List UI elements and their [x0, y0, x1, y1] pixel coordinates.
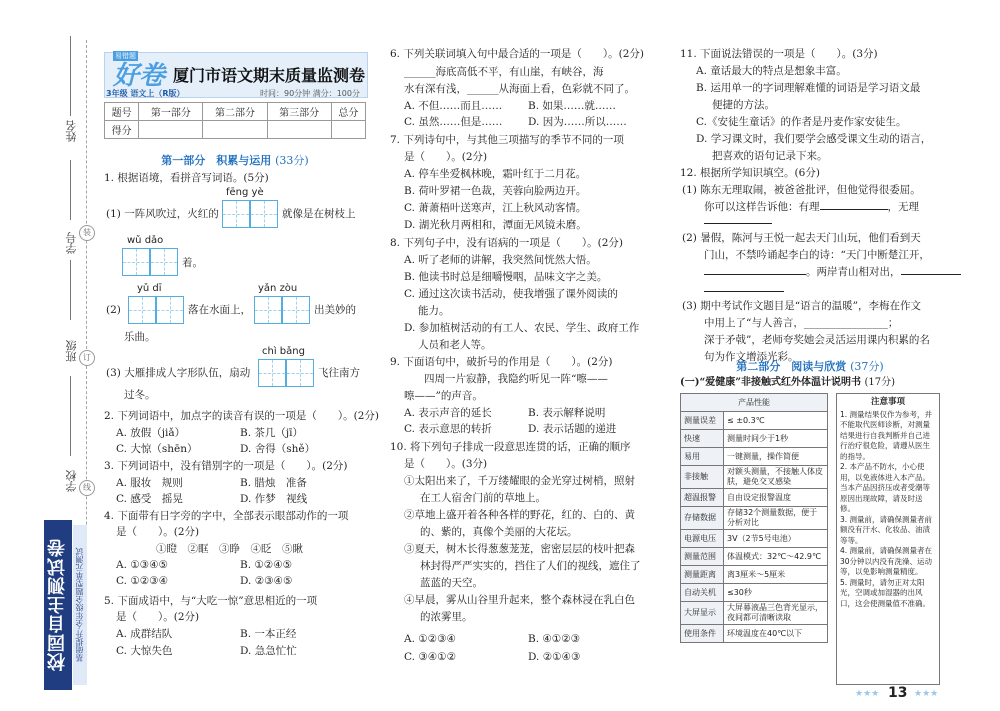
tianzi-box[interactable]	[128, 296, 156, 324]
page-stars-left: ★★★	[855, 689, 880, 699]
score-cell[interactable]	[331, 121, 365, 139]
answer-blank-row	[704, 282, 784, 296]
q1-pinyin: yǎn zòu	[258, 283, 298, 294]
q12-p1-prefix: 你可以这样告诉他：有理	[704, 201, 820, 213]
tianzi-box[interactable]	[122, 248, 150, 276]
name-line	[70, 36, 71, 116]
score-row-label: 得分	[105, 121, 139, 139]
score-header-cell: 第二部分	[203, 103, 267, 121]
id-line	[70, 260, 71, 320]
q8-stem: 8. 下列句子中，没有语病的一项是（ ）。(2分)	[390, 237, 623, 249]
product-row	[681, 566, 828, 584]
page-stars-right: ★★★	[914, 689, 939, 699]
q9-line1: 四周一片寂静，我隐约听见一阵“嚓——	[424, 373, 608, 385]
q2-option-b[interactable]: B. 茶几（jī）	[240, 427, 304, 439]
q1-pinyin: yǔ dī	[137, 283, 162, 294]
product-row	[681, 489, 828, 507]
q7-stem-cont: 是（ ）。(2分)	[404, 151, 488, 163]
q6-option-a[interactable]: A. 不但……而且……	[404, 100, 503, 112]
q1-stem: 1. 根据语境，看拼音写词语。(5分)	[104, 172, 269, 184]
notes-title: 注意事项	[870, 397, 905, 407]
part2-heading	[680, 358, 940, 374]
answer-blank[interactable]	[704, 291, 784, 292]
product-row-value: 大屏幕液晶三色背光显示，夜间都可清晰读取	[724, 602, 828, 625]
q7-option-b[interactable]: B. 荷叶罗裙一色裁，芙蓉向脸两边开。	[404, 185, 587, 197]
q4-characters: ①瞪 ②眶 ③睁 ④眨 ⑤瞅	[156, 543, 303, 555]
q1-s1-pre: (1) 一阵风吹过，火红的	[106, 208, 219, 220]
brand-banner: 校园自主测试卷	[44, 520, 72, 690]
score-table	[104, 102, 366, 139]
score-cell[interactable]	[203, 121, 267, 139]
note-item: 1. 测量结果仅作为参考，并不能取代医师诊断，对测量结果进行自我判断并自己进行治疗很危险，请遵从医生的指导。	[840, 409, 933, 461]
product-row-key: 测量范围	[681, 548, 724, 566]
q6-option-d[interactable]: D. 因为……所以……	[528, 116, 627, 128]
product-row-key: 快速	[681, 430, 724, 448]
q1-s2-end: 乐曲。	[124, 331, 156, 343]
q3-option-d[interactable]: D. 作梦 视线	[240, 493, 308, 505]
score-header-cell: 第三部分	[267, 103, 331, 121]
q4-option-c[interactable]: C. ①②③④	[116, 575, 168, 587]
binding-circle: 线	[79, 480, 95, 496]
answer-blank-row	[704, 214, 772, 228]
q9-option-a[interactable]: A. 表示声音的延长	[404, 407, 492, 419]
score-header-cell: 总分	[331, 103, 365, 121]
q1-s3-end: 过冬。	[124, 389, 156, 401]
q3-option-b[interactable]: B. 腊烛 准备	[240, 477, 307, 489]
q12-stem: 12. 根据所学知识填空。(6分)	[680, 167, 820, 179]
score-header-cell: 第一部分	[139, 103, 203, 121]
tianzi-box[interactable]	[258, 359, 286, 387]
product-row	[681, 548, 828, 566]
q4-stem-cont: 是（ ）。(2分)	[116, 526, 200, 538]
q5-option-c[interactable]: C. 大惊失色	[116, 645, 173, 657]
tianzi-box[interactable]	[254, 296, 282, 324]
q1-s1b-post: 着。	[182, 257, 203, 269]
brand-logo: 好卷	[113, 61, 166, 91]
logo-badge: 易错题	[115, 52, 136, 60]
q6-line2: 水有深有浅，______从海面上看，色彩就不同了。	[404, 83, 635, 95]
score-cell[interactable]	[267, 121, 331, 139]
page-number: 13	[888, 685, 908, 701]
q12-p3: (3) 期中考试作文题目是“语言的温暖”，李梅在作文	[682, 300, 921, 312]
q8-option-a[interactable]: A. 听了老师的讲解，我突然间恍然大悟。	[404, 254, 597, 266]
q10-sentence-3-cont2: 蓝蓝的天空。	[420, 577, 483, 589]
product-row-value: ≤30秒	[724, 584, 828, 602]
q5-option-b[interactable]: B. 一本正经	[240, 628, 297, 640]
q6-line1: ______海底高低不平，有山崖，有峡谷，海	[404, 66, 604, 78]
class-line	[70, 376, 71, 456]
product-row-key: 使用条件	[681, 625, 724, 643]
tianzi-box[interactable]	[150, 248, 178, 276]
product-row-key: 易用	[681, 448, 724, 466]
name-line-lower	[70, 160, 71, 220]
q10-sentence-3: ③夏天，树木长得葱葱茏茏，密密层层的枝叶把森	[404, 543, 635, 555]
q1-s2-post: 出美妙的	[314, 304, 356, 316]
product-row-key: 电源电压	[681, 530, 724, 548]
q1-s3-post: 飞往南方	[318, 367, 360, 379]
q2-option-d[interactable]: D. 舍得（shě）	[240, 443, 316, 455]
school-label: 学校	[65, 470, 78, 492]
q10-option-b[interactable]: B. ④①②③	[528, 633, 581, 645]
q11-option-b[interactable]: B. 运用单一的字词理解难懂的词语是学习语文最	[696, 82, 921, 94]
q4-option-d[interactable]: D. ②③④⑤	[240, 575, 293, 587]
exam-title: 厦门市语文期末质量监测卷	[173, 66, 366, 85]
note-item: 5. 测量时，请勿正对太阳光，空调或加湿器的出风口，这会使测量值不准确。	[840, 577, 930, 608]
q11-option-c[interactable]: C.《安徒生童话》的作者是丹麦作家安徒生。	[696, 116, 907, 128]
note-item: 4. 测量前，请确保测量者在30分钟以内没有洗澡、运动等，以免影响测量精度。	[840, 546, 933, 576]
answer-blank[interactable]	[901, 274, 961, 275]
part1-score: (33分)	[275, 154, 309, 167]
reading1-score: (17分)	[864, 377, 895, 388]
product-row	[681, 466, 828, 489]
q4-option-a[interactable]: A. ①③④⑤	[116, 559, 168, 571]
q3-option-c[interactable]: C. 感受 摇晃	[116, 493, 183, 505]
q12-p1: (1) 陈东无理取闹，被爸爸批评，但他觉得很委屈。	[682, 184, 921, 196]
q7-stem: 7. 下列诗句中，与其他三项描写的季节不同的一项	[390, 134, 624, 146]
product-row-value: 存储32个测量数据，便于分析对比	[724, 507, 828, 530]
q4-stem: 4. 下面带有日字旁的字中，全部表示眼部动作的一项	[104, 510, 349, 522]
note-item: 2. 本产品不防水，小心使用，以免液体进入本产品。当本产品因挤压或者受潮等原因出现故障，请及时送修。	[840, 462, 930, 513]
q10-sentence-4-cont: 的浓雾里。	[420, 611, 473, 623]
q5-stem: 5. 下面成语中，与“大吃一惊”意思相近的一项	[104, 595, 318, 607]
product-row-key: 测量误差	[681, 412, 724, 430]
q12-p2-line3	[704, 265, 961, 279]
q10-sentence-2: ②草地上盛开着各种各样的野花，红的、白的、黄	[404, 509, 635, 521]
q12-p3-line3: 深于矛戟”，老师夸奖她会灵活运用课内积累的名	[704, 334, 930, 346]
binding-circle: 订	[79, 350, 95, 366]
q10-sentence-3-cont: 林封得严严实实的，挡住了人们的视线，遮住了	[420, 560, 641, 572]
part2-title: 第二部分 阅读与欣赏	[736, 360, 847, 373]
q8-option-c[interactable]: C. 通过这次读书活动，使我增强了课外阅读的	[404, 288, 618, 300]
q10-stem: 10. 将下列句子排成一段意思连贯的话，正确的顺序	[390, 441, 631, 453]
reading1-title: (一)“爱健康”非接触式红外体温计说明书	[680, 377, 861, 388]
q9-line2: 嚓——”的声音。	[404, 390, 483, 402]
tianzi-box[interactable]	[282, 296, 310, 324]
q1-pinyin: chì bǎng	[262, 346, 305, 357]
product-row-value: 环境温度在40℃以下	[724, 625, 828, 643]
q5-stem-cont: 是（ ）。(2分)	[116, 611, 200, 623]
q2-stem: 2. 下列词语中，加点字的读音有误的一项是（ ）。(2分)	[104, 410, 379, 422]
answer-blank[interactable]	[704, 223, 772, 224]
notes-box	[836, 393, 940, 685]
q5-option-a[interactable]: A. 成群结队	[116, 628, 173, 640]
q7-option-d[interactable]: D. 湖光秋月两相和，潭面无风镜未磨。	[404, 219, 587, 231]
q10-sentence-1-cont: 在工人宿舍门前的草地上。	[420, 492, 546, 504]
product-row	[681, 530, 828, 548]
score-header-cell: 题号	[105, 103, 139, 121]
class-label: 班级	[65, 340, 78, 362]
product-row	[681, 625, 828, 643]
q2-option-a[interactable]: A. 放假（jiǎ）	[116, 427, 186, 439]
q8-option-d[interactable]: D. 参加植树活动的有工人、农民、学生、政府工作	[404, 322, 640, 334]
part1-title: 第一部分 积累与运用	[161, 154, 272, 167]
q6-option-c[interactable]: C. 虽然……但是……	[404, 116, 503, 128]
timing-label: 时间：90分钟 满分：100分	[260, 89, 360, 98]
product-row-key: 非接触	[681, 466, 724, 489]
product-row-key: 超温报警	[681, 489, 724, 507]
q10-sentence-2-cont: 的、紫的，真像个美丽的大花坛。	[420, 526, 578, 538]
product-row-value: 一键测量，操作简便	[724, 448, 828, 466]
q11-option-b-cont: 便捷的方法。	[712, 99, 775, 111]
product-row-value: 体温模式：32℃～42.9℃	[724, 548, 828, 566]
product-row	[681, 448, 828, 466]
product-row-key: 测量距离	[681, 566, 724, 584]
product-row-value: 3V（2节5号电池）	[724, 530, 828, 548]
product-row-value: 测量时间少于1秒	[724, 430, 828, 448]
q1-s2-mid: 落在水面上，	[188, 304, 251, 316]
binding-strip	[0, 0, 96, 711]
q8-option-c-cont: 能力。	[418, 305, 450, 317]
product-row	[681, 430, 828, 448]
tianzi-box[interactable]	[222, 200, 250, 228]
q6-option-b[interactable]: B. 如果……就……	[528, 100, 616, 112]
q9-option-d[interactable]: D. 表示话题的递进	[528, 423, 617, 435]
tianzi-box[interactable]	[250, 200, 278, 228]
q1-s3-pre: (3) 大雁排成人字形队伍，扇动	[106, 367, 251, 379]
product-table-header: 产品性能	[681, 394, 828, 412]
q12-p3-line2: 中用上了“与人善言，________________；	[704, 317, 899, 329]
score-cell[interactable]	[139, 121, 203, 139]
q12-p2-line2: 门山，不禁吟诵起李白的诗：“天门中断楚江开，	[704, 249, 930, 261]
name-label: 姓名	[65, 120, 78, 142]
q11-option-d[interactable]: D. 学习课文时，我们要学会感受课文生动的语言，	[696, 133, 932, 145]
q3-stem: 3. 下列词语中，没有错别字的一项是（ ）。(2分)	[104, 460, 348, 472]
q9-option-c[interactable]: C. 表示意思的转折	[404, 423, 492, 435]
product-row-value: 离3厘米～5厘米	[724, 566, 828, 584]
q4-option-b[interactable]: B. ①②④⑤	[240, 559, 293, 571]
product-row	[681, 584, 828, 602]
q7-option-a[interactable]: A. 停车坐爱枫林晚，霜叶红于二月花。	[404, 168, 587, 180]
q6-stem: 6. 下列关联词填入句中最合适的一项是（ ）。(2分)	[390, 48, 644, 60]
note-item: 3. 测量前，请确保测量者前额没有汗水、化妆品、油渍等等。	[840, 514, 933, 545]
grade-label: 3年级 语文上（R版）	[106, 89, 185, 98]
q2-option-c[interactable]: C. 大惊（shēn）	[116, 443, 198, 455]
product-row-value: 自由设定报警温度	[724, 489, 828, 507]
tianzi-box[interactable]	[286, 359, 314, 387]
q10-stem-cont: 是（ ）。(3分)	[404, 458, 488, 470]
q12-p3-line4: 句为作文增添光彩。	[704, 351, 799, 363]
q9-stem: 9. 下面语句中，破折号的作用是（ ）。(2分)	[390, 356, 613, 368]
q3-option-a[interactable]: A. 服妆 规则	[116, 477, 183, 489]
product-row-value: 对额头测量，不接触人体皮肤，避免交叉感染	[724, 466, 828, 489]
q12-p1-line2	[704, 200, 919, 214]
product-row	[681, 412, 828, 430]
q8-option-b[interactable]: B. 他读书时总是细嚼慢咽，品味文字之美。	[404, 271, 608, 283]
q12-p2: (2) 暑假，陈河与王悦一起去天门山玩，他们看到天	[682, 232, 921, 244]
q7-option-c[interactable]: C. 萧萧梧叶送寒声，江上秋风动客情。	[404, 202, 587, 214]
brand-subtitle: 基础提升·全年级全题型单元测试	[73, 525, 87, 685]
q1-pinyin: fēng yè	[226, 187, 264, 198]
product-row-key: 自动关机	[681, 584, 724, 602]
q9-option-b[interactable]: B. 表示解释说明	[528, 407, 606, 419]
q1-s1-post: 就像是在树枝上	[282, 208, 356, 220]
q8-option-d-cont: 人员和老人等。	[418, 339, 492, 351]
exam-subheader	[104, 88, 366, 100]
q11-stem: 11. 下面说法错误的一项是（ ）。(3分)	[680, 48, 878, 60]
q10-option-d[interactable]: D. ②①④③	[528, 651, 581, 663]
part1-heading	[104, 152, 366, 168]
student-id-label: 学号	[65, 232, 78, 254]
q12-p2-mid: 。两岸青山相对出，	[806, 266, 901, 278]
answer-blank[interactable]	[820, 209, 888, 210]
answer-blank[interactable]	[704, 274, 806, 275]
q11-option-a[interactable]: A. 童话最大的特点是想象丰富。	[696, 65, 847, 77]
tianzi-box[interactable]	[156, 296, 184, 324]
q10-sentence-1: ①太阳出来了，千万缕耀眼的金光穿过树梢，照射	[404, 475, 635, 487]
q1-s2-pre: (2)	[106, 304, 121, 316]
product-row	[681, 602, 828, 625]
q1-pinyin: wǔ dǎo	[127, 235, 164, 246]
product-row-key: 大屏显示	[681, 602, 724, 625]
reading1-heading	[680, 376, 895, 390]
q10-option-a[interactable]: A. ①②③④	[404, 633, 456, 645]
q12-p1-mid: ，无理	[887, 201, 919, 213]
q5-option-d[interactable]: D. 急急忙忙	[240, 645, 297, 657]
product-row	[681, 507, 828, 530]
product-row-value: ≤ ±0.3℃	[724, 412, 828, 430]
product-row-key: 存储数据	[681, 507, 724, 530]
q11-option-d-cont: 把喜欢的语句记录下来。	[712, 150, 828, 162]
product-table	[680, 393, 828, 643]
q10-option-c[interactable]: C. ③④①②	[404, 651, 456, 663]
part2-score: (37分)	[850, 360, 884, 373]
q10-sentence-4: ④早晨，雾从山谷里升起来，整个森林浸在乳白色	[404, 594, 635, 606]
binding-circle: 装	[79, 225, 95, 241]
